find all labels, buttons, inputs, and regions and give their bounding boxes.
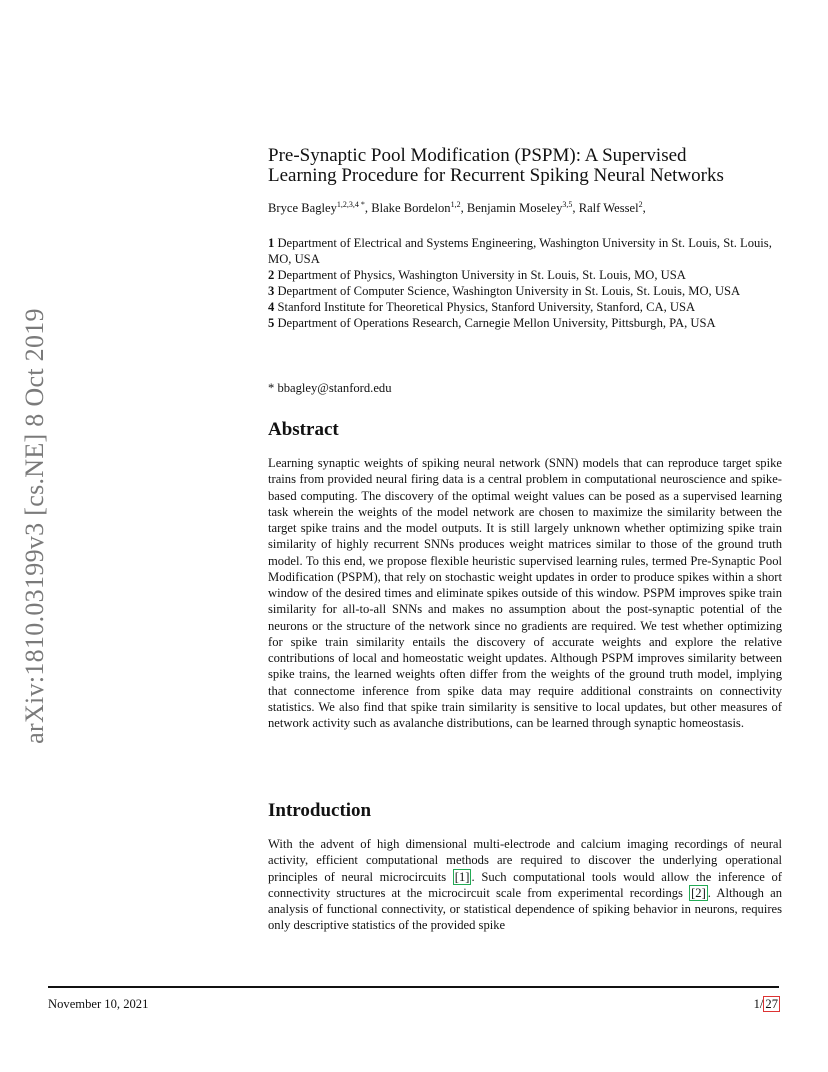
author-separator: , bbox=[460, 201, 467, 215]
author-name: Ralf Wessel bbox=[578, 201, 639, 215]
arxiv-identifier: arXiv:1810.03199v3 [cs.NE] 8 Oct 2019 bbox=[20, 308, 50, 744]
author-affil-marker: 1,2 bbox=[450, 199, 461, 209]
citation-link[interactable]: [1] bbox=[454, 869, 470, 884]
affiliation-number: 3 bbox=[268, 284, 275, 299]
author-separator: , bbox=[364, 201, 372, 215]
corresponding-email: * bbagley@stanford.edu bbox=[268, 381, 392, 395]
page-total-link[interactable]: 27 bbox=[765, 997, 778, 1011]
intro-text-part: With the advent of high dimensional multi-electrode and calcium imaging recordings of neural activity, efficient computational methods are required to discover the underlying operational principles of neural microcircuits bbox=[268, 837, 782, 884]
affiliation-text: Department of Operations Research, Carnegie Mellon University, Pittsburgh, PA, USA bbox=[277, 316, 716, 331]
affiliation-text: Department of Electrical and Systems Engineering, Washington University in St. Louis, St. Louis, MO, USA bbox=[268, 236, 772, 267]
title-line: Pre-Synaptic Pool Modification (PSPM): A Supervised bbox=[268, 145, 687, 166]
abstract-heading: Abstract bbox=[268, 419, 339, 440]
arxiv-side-stamp bbox=[15, 296, 55, 756]
affiliation-number: 2 bbox=[268, 268, 275, 283]
paper-title bbox=[268, 146, 782, 186]
page-current: 1/ bbox=[753, 997, 764, 1011]
author-separator: , bbox=[572, 201, 579, 215]
introduction-text bbox=[268, 836, 782, 934]
affiliation-list bbox=[268, 235, 782, 332]
intro-text-part: . Such computational tools would allow the inference of connectivity structures at the microcircuit scale from experimental recordings bbox=[268, 869, 782, 900]
introduction-heading: Introduction bbox=[268, 800, 372, 821]
citation-link[interactable]: [2] bbox=[691, 885, 706, 900]
footer-date: November 10, 2021 bbox=[48, 997, 149, 1011]
author-list bbox=[268, 200, 782, 216]
affiliation-number: 5 bbox=[268, 316, 275, 331]
affiliation-item bbox=[268, 315, 782, 331]
affiliation-item bbox=[268, 235, 782, 267]
author-affil-marker: 2 bbox=[638, 199, 643, 209]
affiliation-item bbox=[268, 299, 782, 315]
affiliation-number: 1 bbox=[268, 236, 275, 250]
author-affil-marker: 3,5 bbox=[562, 199, 573, 209]
affiliation-text: Department of Physics, Washington University in St. Louis, St. Louis, MO, USA bbox=[277, 268, 686, 283]
intro-text-part: . Although an analysis of functional connectivity, or statistical dependence of spiking behavior in neurons, requires only descriptive statistics of the provided spike bbox=[268, 885, 782, 933]
author-name: Bryce Bagley bbox=[268, 201, 337, 215]
affiliation-number: 4 bbox=[268, 300, 275, 315]
author-separator: , bbox=[642, 201, 646, 215]
title-line: Learning Procedure for Recurrent Spiking Neural Networks bbox=[268, 165, 724, 186]
affiliation-item bbox=[268, 267, 782, 283]
author-name: Blake Bordelon bbox=[371, 201, 451, 215]
author-affil-marker: 1,2,3,4 * bbox=[336, 199, 365, 209]
affiliation-item bbox=[268, 283, 782, 299]
page-number bbox=[754, 997, 780, 1012]
abstract-text: Learning synaptic weights of spiking neural network (SNN) models that can reproduce target spike trains from provided neural firing data is a central problem in computational neuroscience and spike-based computing. The discovery of the optimal weight values can be posed as a supervised learning task wherein the weights of the model network are chosen to maximize the similarity between the target spike trains and the model outputs. It is still largely unknown whether optimizing spike train similarity of highly recurrent SNNs produces weight matrices similar to those of the ground truth model. To this end, we propose flexible heuristic supervised learning rules, termed Pre-Synaptic Pool Modification (PSPM), that rely on stochastic weight updates in order to produce spikes within a short window of the desired times and eliminate spikes outside of this window. PSPM improves spike train similarity for all-to-all SNNs and makes no assumption about the post-synaptic potential of the neurons or the structure of the network since no gradients are required. We test whether optimizing for spike train similarity entails the discovery of accurate weights and explore the relative contributions of local and homeostatic weight updates. Although PSPM improves similarity between spike trains, the learned weights often differ from the weights of the ground truth model, implying that connectome inference from spike data may require additional constraints on connectivity statistics. We also find that spike train similarity is sensitive to local updates, but other measures of network activity such as avalanche distributions, can be learned through synaptic homeostasis. bbox=[268, 456, 782, 730]
author-name: Benjamin Moseley bbox=[466, 201, 563, 215]
affiliation-text: Department of Computer Science, Washington University in St. Louis, St. Louis, MO, USA bbox=[277, 284, 741, 299]
footer-divider bbox=[48, 986, 779, 988]
affiliation-text: Stanford Institute for Theoretical Physics, Stanford University, Stanford, CA, USA bbox=[277, 300, 696, 315]
